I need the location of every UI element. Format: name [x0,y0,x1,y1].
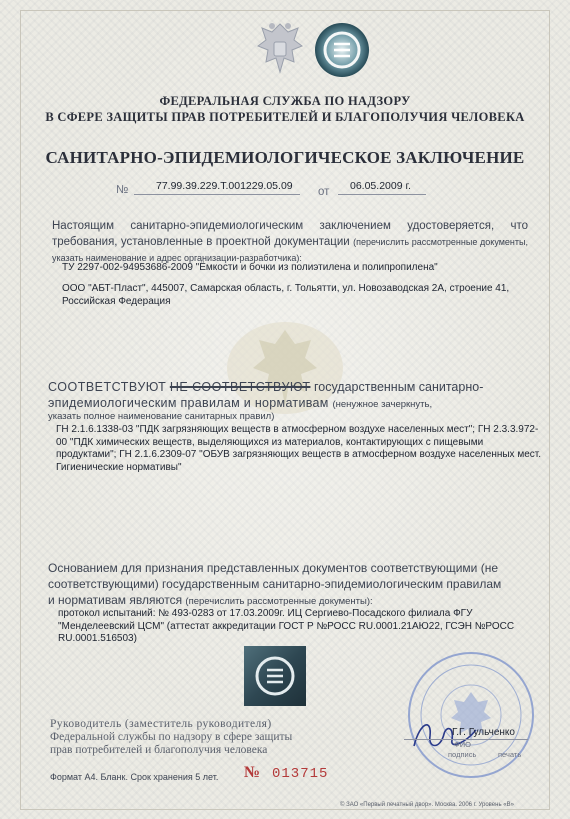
intro-hint: (перечислить рассмотренные документы, указать наименование и адрес организации-разработчика): [52,237,528,263]
compliance-line-1 [48,380,483,394]
basis-line-2: соответствующими) государственным санитарно-эпидемиологическим правилам [48,577,502,591]
protocol-line: "Менделеевский ЦСМ" (аттестат аккредитации ГОСТ Р №РОСС RU.0001.21АЮ22, ГСЭН №РОСС [58,620,515,632]
basis-paragraph [48,560,526,610]
norms-block [56,424,541,474]
seal-hint: печать [498,750,522,759]
fio-hint: ФИО [454,740,471,749]
document-number: 77.99.39.229.Т.001229.05.09 [156,180,293,192]
compliance-line-2 [48,396,432,410]
coat-of-arms-icon [252,18,308,80]
protocol-line: RU.0001.516503) [58,633,137,644]
protocol-line: протокол испытаний: № 493-0283 от 17.03.2009г. ИЦ Сергиево-Посадского филиала ФГУ [58,608,473,619]
printer-credit: © ЗАО «Первый печатный двор». Москва. 2006 г. Уровень «В» [340,802,514,808]
date-underline [338,194,426,195]
serial-number-prefix: № [244,764,261,781]
protocol-block [58,608,514,646]
norms-line: Гигиенические нормативы" [56,461,182,473]
basis-line-3: и нормативам являются (перечислить рассмотренные документы): [48,593,373,607]
complies-word: СООТВЕТСТВУЮТ [48,380,167,394]
norms-line: 00 "ПДК химических веществ, выделяющихся из материалов, контактирующих с пищевыми [56,436,484,448]
date-from-label: от [318,186,330,198]
organization-line-1: ООО "АБТ-Пласт", 445007, Самарская область, г. Тольятти, ул. Новозаводская 2А, строение 41, [62,283,510,294]
intro-text: Настоящим санитарно-эпидемиологическим заключением удостоверяется, что требования, установленные в проектной документации [52,220,528,248]
sign-hint: подпись [448,750,477,759]
not-complies-struck-word: НЕ СООТВЕТСТВУЮТ [169,380,311,394]
hologram-logo-icon [314,22,370,78]
basis-hint: (перечислить рассмотренные документы): [185,596,373,607]
format-note: Формат А4. Бланк. Срок хранения 5 лет. [50,772,219,782]
product-line: ТУ 2297-002-94953686-2009 "Ёмкости и бочки из полиэтилена и полипропилена" [62,262,438,273]
compliance-text-2: эпидемиологическим правилам и нормативам [48,396,329,410]
signer-role-3: прав потребителей и благополучия человека [50,744,268,756]
serial-number: 013715 [272,766,329,782]
agency-line-1: ФЕДЕРАЛЬНАЯ СЛУЖБА ПО НАДЗОРУ [159,94,411,108]
compliance-text-1: государственным санитарно- [313,380,484,394]
compliance-hint-2: указать полное наименование санитарных правил) [48,411,275,422]
document-title: САНИТАРНО-ЭПИДЕМИОЛОГИЧЕСКОЕ ЗАКЛЮЧЕНИЕ [45,148,525,167]
strike-hint: (ненужное зачеркнуть, [332,399,433,410]
intro-paragraph [52,218,528,266]
document-date: 06.05.2009 г. [350,180,411,192]
norms-line: продуктами"; ГН 2.1.6.2309-07 "ОБУВ загрязняющих веществ в атмосферном воздухе населенных мест. [56,449,542,460]
hologram-sticker-icon [244,646,306,706]
number-underline [134,194,300,195]
signer-role-1: Руководитель (заместитель руководителя) [50,718,272,730]
signer-role-2: Федеральной службы по надзору в сфере защиты [50,731,293,743]
norms-line: ГН 2.1.6.1338-03 "ПДК загрязняющих веществ в атмосферном воздухе населенных мест"; ГН 2.3.3.972- [56,424,539,435]
agency-line-2: В СФЕРЕ ЗАЩИТЫ ПРАВ ПОТРЕБИТЕЛЕЙ И БЛАГОПОЛУЧИЯ ЧЕЛОВЕКА [45,110,525,124]
number-label: № [116,184,129,196]
basis-line-1: Основанием для признания представленных документов соответствующими (не [48,561,498,575]
organization-line-2: Российская Федерация [62,296,171,307]
signer-name: Г.Г. Гульченко [452,727,515,738]
